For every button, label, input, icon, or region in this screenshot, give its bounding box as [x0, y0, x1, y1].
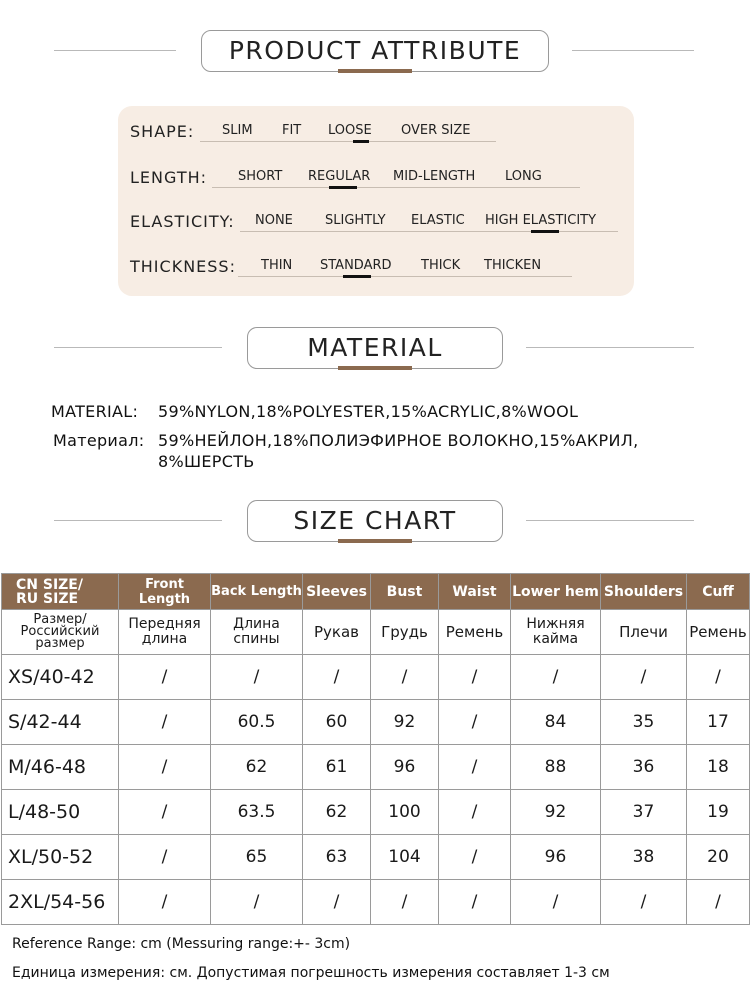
value-cell: 37	[601, 790, 687, 835]
value-cell: /	[371, 880, 439, 925]
footnote-en: Reference Range: cm (Messuring range:+- 3cm)	[12, 936, 351, 952]
value-cell: /	[211, 655, 303, 700]
material-label-en: MATERIAL:	[51, 402, 139, 421]
title-underbar	[338, 69, 412, 73]
value-cell: 61	[303, 745, 371, 790]
value-cell: 60	[303, 700, 371, 745]
header-col: Shoulders	[601, 574, 687, 610]
header-col: Waist	[439, 574, 511, 610]
value-cell: 17	[687, 700, 750, 745]
value-cell: /	[303, 655, 371, 700]
value-cell: /	[119, 835, 211, 880]
header-row-en	[2, 574, 750, 610]
header-col-ru	[211, 610, 303, 655]
header-size-ru-line: Российский	[20, 624, 100, 639]
header-col-ru	[119, 610, 211, 655]
table-row	[2, 880, 750, 925]
value-cell: /	[119, 655, 211, 700]
section-title-text: MATERIAL	[307, 333, 443, 362]
size-cell: M/46-48	[2, 745, 119, 790]
value-cell: 35	[601, 700, 687, 745]
value-cell: 19	[687, 790, 750, 835]
value-cell: 18	[687, 745, 750, 790]
size-cell: L/48-50	[2, 790, 119, 835]
value-cell: 96	[511, 835, 601, 880]
header-col: Sleeves	[303, 574, 371, 610]
selected-mark	[353, 140, 369, 143]
attribute-panel	[118, 106, 634, 296]
header-row-ru	[2, 610, 750, 655]
section-title-size-chart	[247, 500, 503, 542]
table-row	[2, 790, 750, 835]
attr-option: MID-LENGTH	[393, 169, 476, 184]
value-cell: /	[601, 880, 687, 925]
value-cell: 96	[371, 745, 439, 790]
header-ru-line: Ремень	[445, 622, 504, 641]
value-cell: /	[511, 880, 601, 925]
attr-row-line	[240, 231, 618, 232]
value-cell: 92	[371, 700, 439, 745]
attr-option: SHORT	[238, 169, 283, 184]
header-ru-line: спины	[233, 631, 280, 647]
attr-option: OVER SIZE	[401, 123, 471, 138]
value-cell: 62	[303, 790, 371, 835]
header-col: Lower hem	[511, 574, 601, 610]
value-cell: 104	[371, 835, 439, 880]
attr-label-length: LENGTH:	[130, 168, 208, 187]
attr-option-selected: HIGH ELASTICITY	[485, 213, 597, 228]
section-title-material	[247, 327, 503, 369]
value-cell: /	[439, 790, 511, 835]
attr-option: NONE	[255, 213, 293, 228]
attr-option: THICKEN	[484, 258, 542, 273]
footnote-ru: Единица измерения: см. Допустимая погрешность измерения составляет 1-3 см	[12, 965, 610, 981]
attr-option: THICK	[421, 258, 461, 273]
value-cell: 84	[511, 700, 601, 745]
header-col-ru	[511, 610, 601, 655]
value-cell: /	[119, 880, 211, 925]
header-size-line: RU SIZE	[16, 590, 79, 607]
value-cell: /	[119, 790, 211, 835]
attr-option: SLIGHTLY	[325, 213, 386, 228]
selected-mark	[329, 186, 357, 189]
size-cell: XS/40-42	[2, 655, 119, 700]
header-col-ru	[303, 610, 371, 655]
header-col-ru	[371, 610, 439, 655]
table-row	[2, 655, 750, 700]
material-label-ru: Материал:	[53, 431, 145, 450]
value-cell: /	[439, 835, 511, 880]
size-cell: 2XL/54-56	[2, 880, 119, 925]
attr-option: SLIM	[222, 123, 253, 138]
header-ru-line: Рукав	[313, 622, 359, 641]
header-ru-line: Плечи	[619, 622, 668, 641]
divider-left	[54, 520, 222, 521]
value-cell: 65	[211, 835, 303, 880]
size-cell: S/42-44	[2, 700, 119, 745]
section-title-text: PRODUCT ATTRIBUTE	[228, 36, 522, 65]
attr-option-selected: REGULAR	[308, 169, 371, 184]
material-value-ru-line1: 59%НЕЙЛОН,18%ПОЛИЭФИРНОЕ ВОЛОКНО,15%АКРИЛ,	[158, 431, 639, 450]
attr-label-elasticity: ELASTICITY:	[130, 212, 235, 231]
value-cell: 38	[601, 835, 687, 880]
value-cell: /	[119, 745, 211, 790]
table-row	[2, 835, 750, 880]
attr-option-selected: STANDARD	[320, 258, 392, 273]
value-cell: 92	[511, 790, 601, 835]
value-cell: /	[303, 880, 371, 925]
table-row	[2, 745, 750, 790]
attr-option: ELASTIC	[411, 213, 465, 228]
value-cell: /	[439, 745, 511, 790]
value-cell: /	[439, 700, 511, 745]
divider-right	[526, 520, 694, 521]
section-title-attribute	[201, 30, 549, 72]
header-col-ru	[439, 610, 511, 655]
header-ru-line: кайма	[532, 631, 579, 647]
header-size-ru	[2, 610, 119, 655]
divider-left	[54, 50, 176, 51]
selected-mark	[531, 230, 559, 233]
selected-mark	[343, 275, 371, 278]
value-cell: /	[687, 655, 750, 700]
attr-option: LONG	[505, 169, 542, 184]
value-cell: 88	[511, 745, 601, 790]
title-underbar	[338, 366, 412, 370]
header-col: Front Length	[119, 574, 211, 610]
value-cell: /	[211, 880, 303, 925]
value-cell: /	[439, 655, 511, 700]
attr-row-line	[200, 141, 496, 142]
header-size-ru-line: размер	[35, 636, 85, 651]
header-col-ru	[601, 610, 687, 655]
header-ru-line: Длина	[233, 616, 280, 632]
value-cell: 62	[211, 745, 303, 790]
header-size	[2, 574, 119, 610]
title-underbar	[338, 539, 412, 543]
value-cell: /	[511, 655, 601, 700]
header-col: Bust	[371, 574, 439, 610]
value-cell: /	[601, 655, 687, 700]
attr-label-shape: SHAPE:	[130, 122, 195, 141]
value-cell: 100	[371, 790, 439, 835]
attr-row-line	[212, 187, 580, 188]
value-cell: 63.5	[211, 790, 303, 835]
value-cell: 20	[687, 835, 750, 880]
divider-right	[572, 50, 694, 51]
value-cell: /	[119, 700, 211, 745]
attr-option: FIT	[282, 123, 302, 138]
section-title-text: SIZE CHART	[293, 506, 457, 535]
attr-row-line	[238, 276, 572, 277]
header-col: Back Length	[211, 574, 303, 610]
header-size-ru-line: Размер/	[33, 612, 87, 627]
divider-right	[526, 347, 694, 348]
header-ru-line: длина	[141, 631, 188, 647]
size-cell: XL/50-52	[2, 835, 119, 880]
header-ru-line: Грудь	[381, 622, 428, 641]
value-cell: 63	[303, 835, 371, 880]
value-cell: 60.5	[211, 700, 303, 745]
header-ru-line: Нижняя	[526, 616, 585, 632]
divider-left	[54, 347, 222, 348]
header-col-ru	[687, 610, 750, 655]
header-col: Cuff	[687, 574, 750, 610]
attr-option: THIN	[261, 258, 293, 273]
value-cell: /	[439, 880, 511, 925]
attr-label-thickness: THICKNESS:	[130, 257, 236, 276]
size-chart-table	[1, 573, 750, 925]
value-cell: /	[687, 880, 750, 925]
value-cell: /	[371, 655, 439, 700]
table-row	[2, 700, 750, 745]
header-ru-line: Ремень	[689, 622, 747, 641]
value-cell: 36	[601, 745, 687, 790]
material-value-ru-line2: 8%ШЕРСТЬ	[158, 452, 255, 471]
attr-option-selected: LOOSE	[328, 123, 372, 138]
header-ru-line: Передняя	[128, 616, 201, 632]
header-size-line: CN SIZE/	[16, 576, 83, 593]
material-value-en: 59%NYLON,18%POLYESTER,15%ACRYLIC,8%WOOL	[158, 402, 579, 421]
